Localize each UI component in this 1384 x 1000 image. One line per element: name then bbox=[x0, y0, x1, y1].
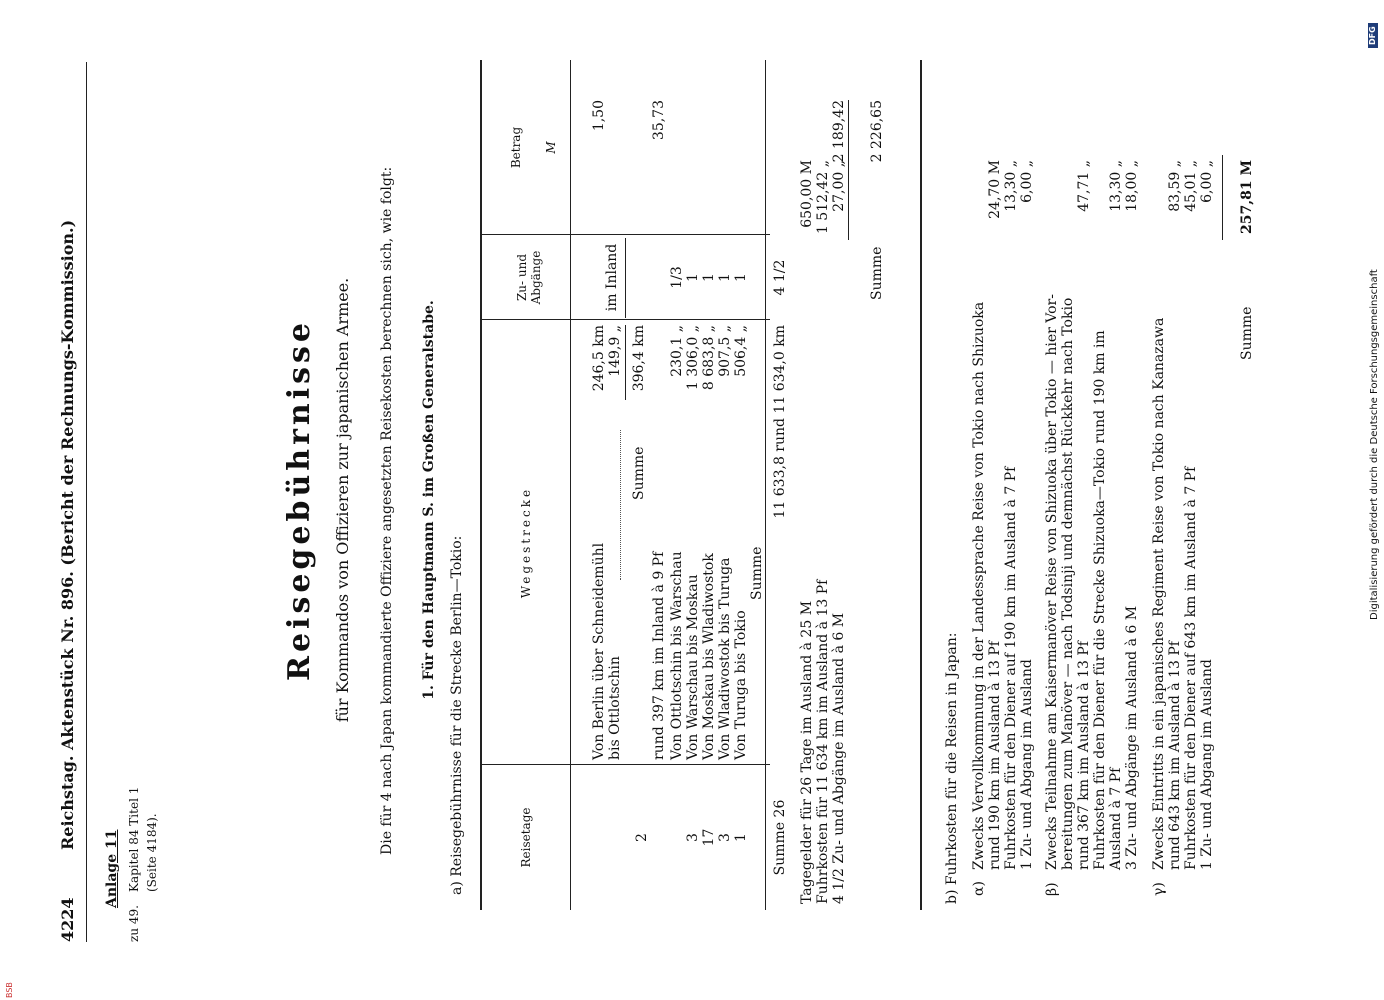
route-berlin-line1: Von Berlin über Schneidemühl bbox=[591, 542, 607, 760]
table-row-tage: 1 bbox=[733, 833, 749, 842]
table-row-za: 1 bbox=[733, 273, 749, 282]
item-line: Zwecks Vervollkommnung in der Landessprache Reise von Tokio nach Shizuoka bbox=[971, 301, 987, 870]
table-summe-rule bbox=[765, 60, 766, 910]
abroad-summe-label: Summe bbox=[749, 546, 765, 600]
item-line: Fuhrkosten für den Diener auf 190 km im Ausland à 7 Pf bbox=[1003, 466, 1019, 870]
subtitle: für Kommandos von Offizieren zur japanischen Armee. bbox=[333, 277, 352, 723]
calc-value: 1 512,42 „ bbox=[815, 160, 831, 235]
header-wegestrecke: Wegestrecke bbox=[519, 486, 533, 599]
table-row-km: 506,4 „ bbox=[733, 325, 749, 377]
digitization-note: Digitalisierung gefördert durch die Deutsche Forschungsgemeinschaft bbox=[1369, 269, 1380, 620]
item-value: 18,00 „ bbox=[1124, 160, 1140, 212]
inland-za-rule bbox=[625, 238, 626, 318]
table-row-strecke: Von Wladiwostok bis Turuga bbox=[717, 557, 733, 760]
table-row-strecke: Von Warschau bis Moskau bbox=[685, 574, 701, 760]
section-a-heading: a) Reisegebührnisse für die Strecke Berlin—Tokio: bbox=[449, 535, 465, 895]
main-title: Reisegebührnisse bbox=[282, 319, 317, 681]
table-row-za: 1 bbox=[717, 273, 733, 282]
betrag-berlin: 1,50 bbox=[591, 100, 607, 132]
item-value: 6,00 „ bbox=[1019, 160, 1035, 203]
bsb-mark: BSB bbox=[5, 982, 14, 998]
rund-inland-line: rund 397 km im Inland à 9 Pf bbox=[651, 551, 667, 760]
table-row-km: 230,1 „ bbox=[669, 325, 685, 377]
table-row-km: 1 306,0 „ bbox=[685, 325, 701, 391]
item-line: 3 Zu- und Abgänge im Ausland à 6 M bbox=[1124, 605, 1140, 870]
item-value: 83,59 „ bbox=[1167, 160, 1183, 212]
item-line: rund 367 km im Ausland à 13 Pf bbox=[1076, 641, 1092, 870]
calc-value: 650,00 M bbox=[799, 160, 815, 228]
table-row-za: 1/3 bbox=[669, 266, 685, 289]
km-berlin-1: 246,5 km bbox=[591, 325, 607, 392]
summe-b-value: 257,81 M bbox=[1239, 160, 1255, 234]
header-rule bbox=[86, 62, 87, 942]
route-berlin-line2: bis Ottlotschin bbox=[607, 656, 623, 760]
page-number: 4224 bbox=[58, 897, 77, 942]
item-value: 45,01 „ bbox=[1183, 160, 1199, 212]
table-row-strecke: Von Ottlotschin bis Warschau bbox=[669, 551, 685, 760]
calc-value: 27,00 „ bbox=[831, 160, 847, 212]
table-row-za: 1 bbox=[685, 273, 701, 282]
dfg-logo: DFG bbox=[1368, 23, 1378, 48]
abroad-km-sum: 11 633,8 rund 11 634,0 km bbox=[772, 325, 788, 519]
item-line: Fuhrkosten für den Diener auf 643 km im Ausland à 7 Pf bbox=[1183, 466, 1199, 870]
item-line: 1 Zu- und Abgang im Ausland bbox=[1019, 659, 1035, 870]
section-1-heading: 1. Für den Hauptmann S. im Großen Generalstabe. bbox=[421, 300, 437, 700]
calc-line: 4 1/2 Zu- und Abgänge im Ausland à 6 M bbox=[831, 612, 847, 904]
item-value: 6,00 „ bbox=[1199, 160, 1215, 203]
calc-line: Tagegelder für 26 Tage im Ausland à 25 M bbox=[799, 600, 815, 904]
inland-summe-label: Summe bbox=[631, 446, 647, 500]
anlage-ref: zu 49. bbox=[127, 905, 141, 942]
summe-b-rule bbox=[1222, 155, 1223, 240]
calc-total: 2 189,42 bbox=[831, 100, 847, 163]
betrag-rund: 35,73 bbox=[651, 100, 667, 141]
calc-line: Fuhrkosten für 11 634 km im Ausland à 13 Pf bbox=[815, 579, 831, 904]
intro-text: Die für 4 nach Japan kommandierte Offiziere angesetzten Reisekosten berechnen sich, wie folgt: bbox=[379, 166, 395, 855]
days-group: 2 bbox=[634, 833, 650, 842]
km-berlin-2: 149,9 „ bbox=[607, 325, 623, 377]
item-value: 13,30 „ bbox=[1108, 160, 1124, 212]
betrag-sum-rule bbox=[848, 100, 849, 180]
table-row-tage: 3 bbox=[717, 833, 733, 842]
item-value: 13,30 „ bbox=[1003, 160, 1019, 212]
item-value: 24,70 M bbox=[987, 160, 1003, 219]
table-row-strecke: Von Turuga bis Tokio bbox=[733, 610, 749, 760]
item-subtotal: 47,71 „ bbox=[1076, 160, 1092, 212]
item-line: 1 Zu- und Abgang im Ausland bbox=[1199, 659, 1215, 870]
header-betrag: Betrag bbox=[509, 126, 523, 169]
km-inland-sum: 396,4 km bbox=[631, 325, 647, 392]
km-sum-rule bbox=[625, 325, 626, 400]
section-b-heading: b) Fuhrkosten für die Reisen in Japan: bbox=[944, 632, 960, 904]
item-line: Ausland à 7 Pf bbox=[1108, 767, 1124, 870]
table-row-tage: 17 bbox=[701, 828, 717, 847]
table-bottom-rule bbox=[920, 60, 922, 910]
item-line: rund 190 km im Ausland à 13 Pf bbox=[987, 641, 1003, 870]
item-line: rund 643 km im Ausland à 13 Pf bbox=[1167, 641, 1183, 870]
item-line: Zwecks Eintritts in ein japanisches Regiment Reise von Tokio nach Kanazawa bbox=[1151, 317, 1167, 870]
grand-summe-label: Summe bbox=[869, 246, 885, 300]
table-row-km: 907,5 „ bbox=[717, 325, 733, 377]
grand-total: 2 226,65 bbox=[869, 100, 885, 163]
anlage-kapitel: Kapitel 84 Titel 1 bbox=[127, 786, 141, 892]
item-line: Fuhrkosten für den Diener für die Strecke Shizuoka—Tokio rund 190 km im bbox=[1092, 330, 1108, 870]
table-header-rule bbox=[570, 60, 571, 910]
anlage-seite: (Seite 4184). bbox=[145, 813, 159, 892]
im-inland-label: im Inland bbox=[604, 243, 620, 312]
header-reisetage: Reisetage bbox=[519, 807, 533, 868]
table-row-km: 8 683,8 „ bbox=[701, 325, 717, 391]
summe-b-label: Summe bbox=[1239, 306, 1255, 360]
item-line: bereitungen zum Manöver — nach Todsinji und demnächst Rückkehr nach Tokio bbox=[1060, 297, 1076, 870]
summe-za: 4 1/2 bbox=[772, 259, 788, 296]
table-row-strecke: Von Moskau bis Wladiwostok bbox=[701, 553, 717, 760]
item-line: Zwecks Teilnahme am Kaisermanöver Reise von Shizuoka über Tokio — hier Vor- bbox=[1044, 294, 1060, 870]
page-header-title: Reichstag. Aktenstück Nr. 896. (Bericht der Rechnungs-Kommission.) bbox=[58, 219, 77, 850]
item-marker-beta: β) bbox=[1044, 882, 1060, 896]
table-top-rule bbox=[480, 60, 482, 910]
dot-leader bbox=[620, 430, 621, 580]
table-row-tage: 3 bbox=[685, 833, 701, 842]
summe-days: Summe 26 bbox=[772, 799, 788, 876]
item-marker-gamma: γ) bbox=[1151, 882, 1167, 896]
header-mark-unit: M bbox=[544, 141, 558, 154]
item-marker-alpha: α) bbox=[971, 881, 987, 896]
table-row-za: 1 bbox=[701, 273, 717, 282]
header-zu-abgaenge: Zu- und Abgänge bbox=[515, 250, 543, 305]
anlage-title: Anlage 11 bbox=[104, 829, 120, 908]
